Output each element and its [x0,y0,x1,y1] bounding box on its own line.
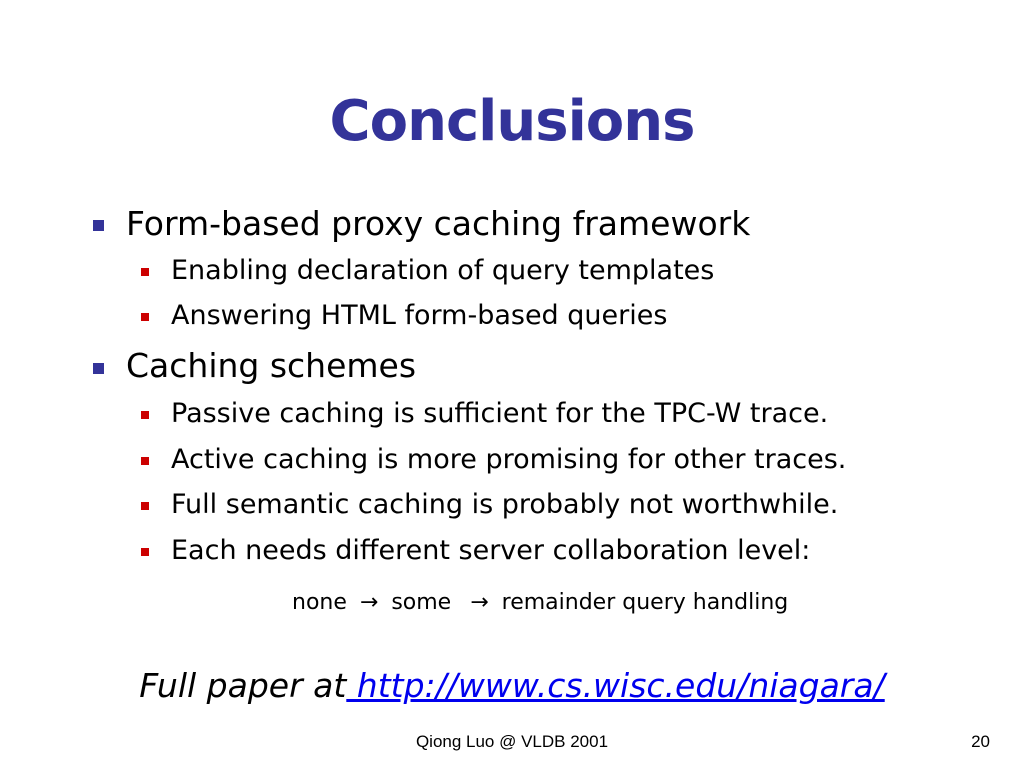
level2-bullet-icon [141,457,149,465]
level1-bullet-icon [93,363,104,374]
level2-bullet-icon [141,502,149,510]
page-number: 20 [971,732,990,751]
bullet-1: Form-based proxy caching framework [126,204,751,243]
bullet-2: Caching schemes [126,346,417,385]
arrow-right-icon: → [359,590,379,615]
level-none: none [292,590,347,615]
full-paper-line [0,664,1024,708]
level-remainder: remainder query handling [501,590,789,615]
bullet-2-2: Active caching is more promising for other traces. [171,444,847,475]
level2-bullet-icon [141,548,149,556]
level2-bullet-icon [141,268,149,276]
full-paper-prefix: Full paper at [139,666,347,705]
collaboration-levels [292,588,788,618]
bullet-2-4: Each needs different server collaboration level: [171,535,811,566]
level1-bullet-icon [93,220,104,231]
level-some: some [391,590,452,615]
arrow-right-icon: → [470,590,489,615]
level2-bullet-icon [141,313,149,321]
footer-author: Qiong Luo @ VLDB 2001 [415,732,609,751]
bullet-2-1: Passive caching is sufficient for the TPC-W trace. [171,398,829,429]
slide-title: Conclusions [329,89,695,154]
bullet-1-1: Enabling declaration of query templates [171,255,715,286]
bullet-1-2: Answering HTML form-based queries [171,300,668,331]
paper-link[interactable]: http://www.cs.wisc.edu/niagara/ [346,666,885,705]
bullet-2-3: Full semantic caching is probably not worthwhile. [171,489,839,520]
level2-bullet-icon [141,411,149,419]
